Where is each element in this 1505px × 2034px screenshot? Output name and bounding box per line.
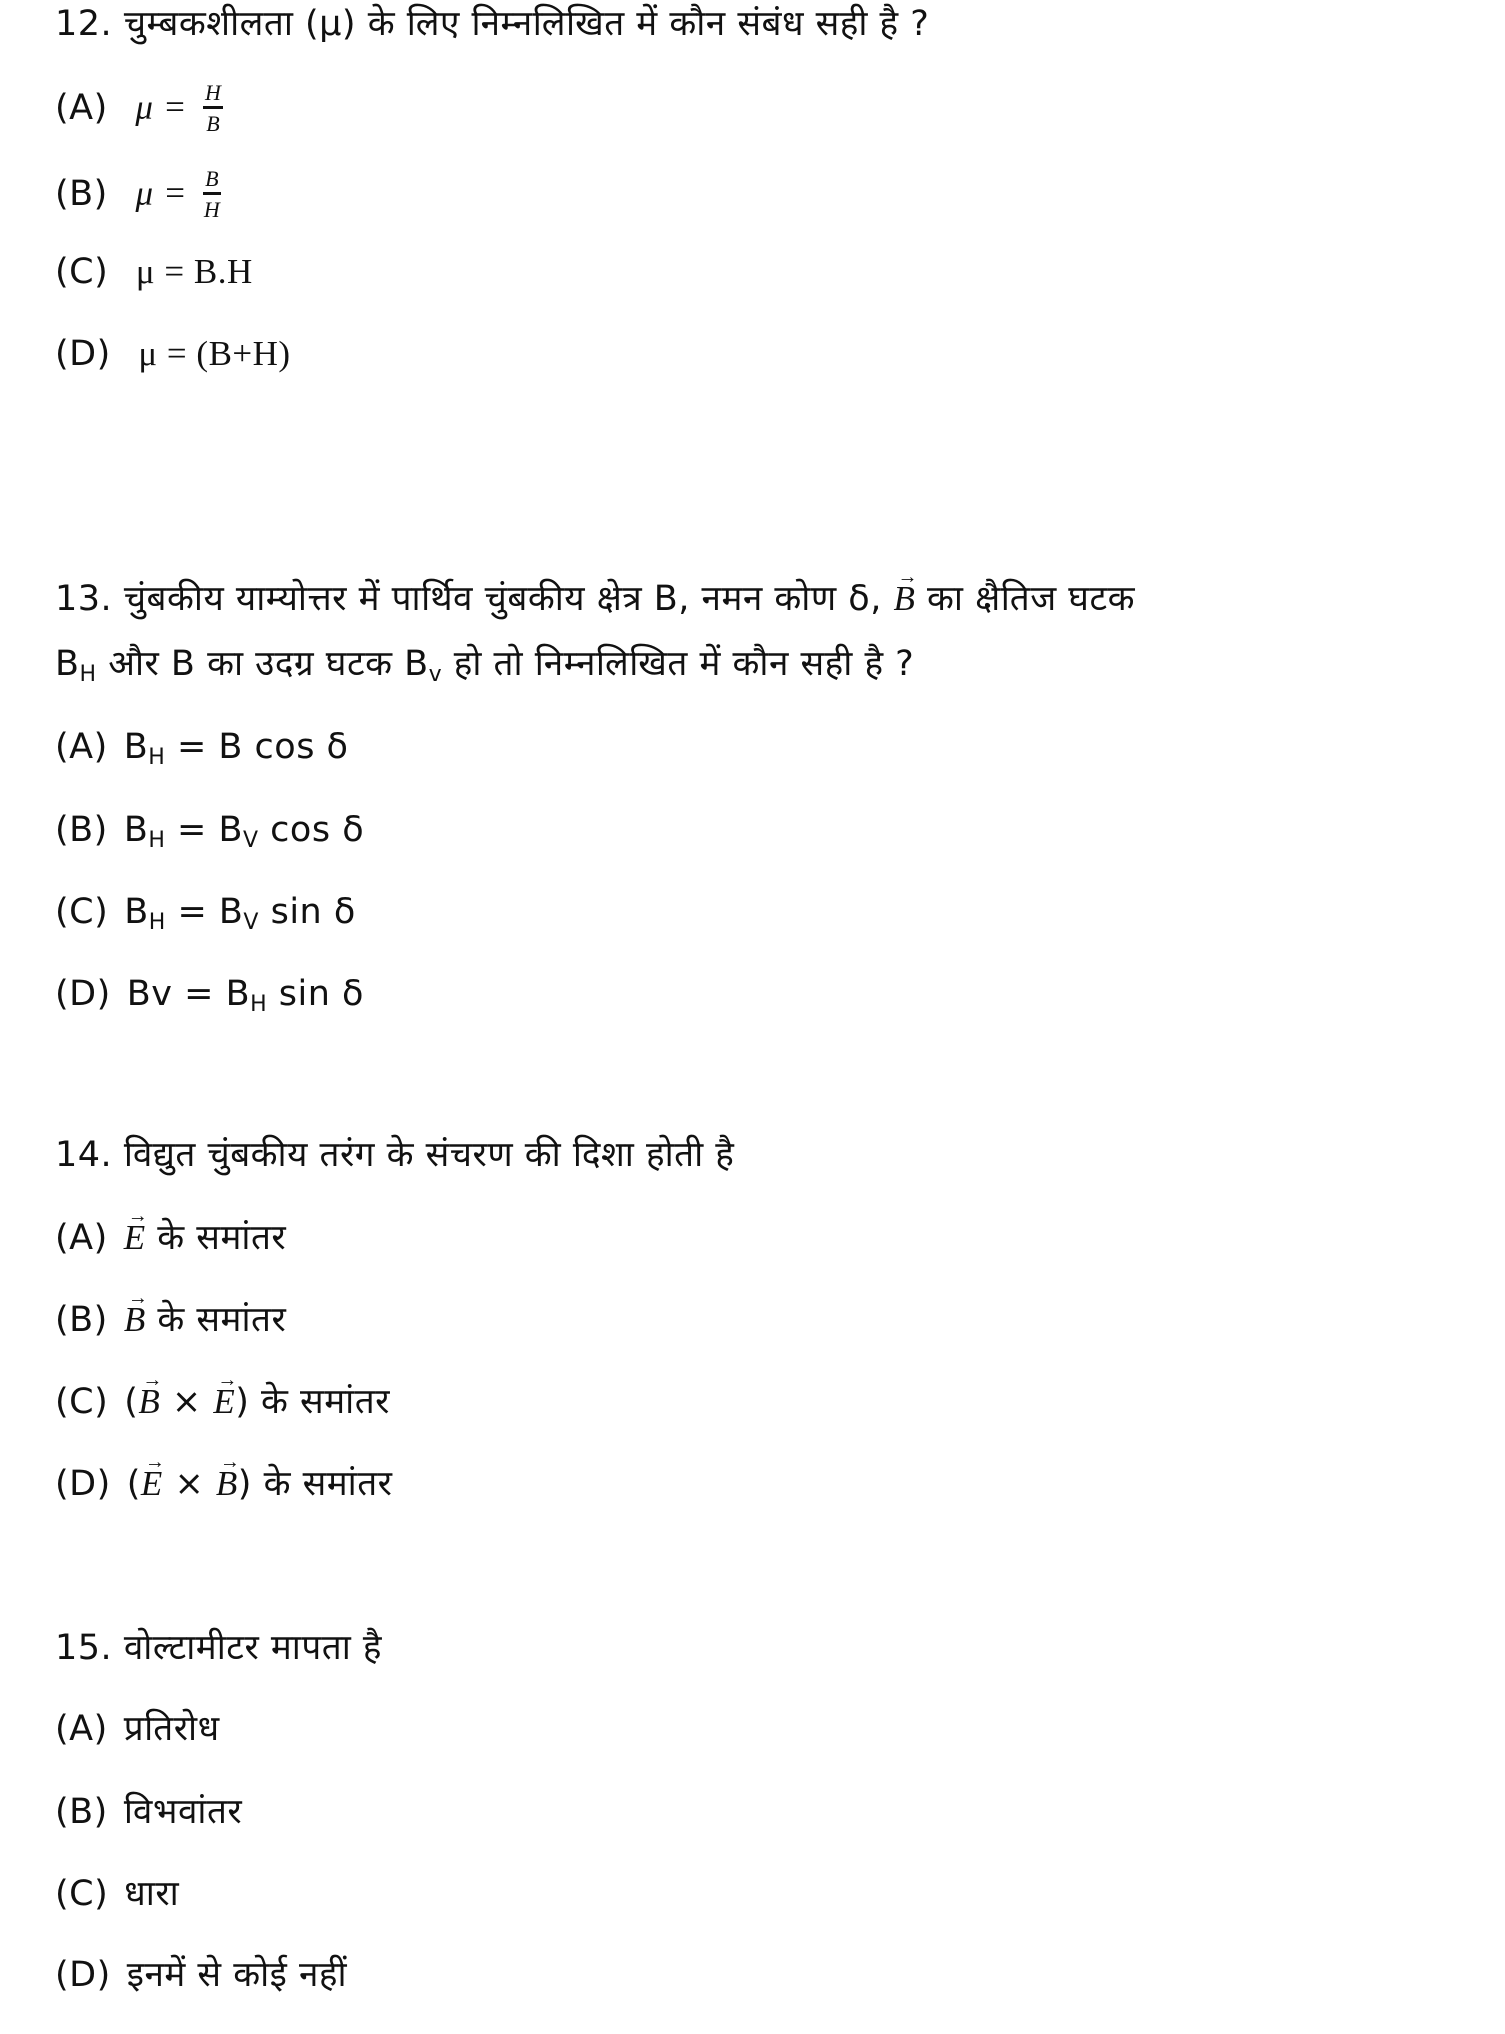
paren: ) (235, 1382, 250, 1422)
option-text: के समांतर (145, 1218, 287, 1258)
option-13-d[interactable] (55, 972, 364, 1027)
option-label: (A) (55, 727, 108, 767)
option-label: (B) (55, 173, 108, 214)
option-15-a[interactable] (55, 1707, 220, 1751)
option-label: (C) (55, 1874, 109, 1914)
option-12-d[interactable] (55, 332, 291, 376)
subscript: H (79, 662, 97, 687)
option-text: इनमें से कोई नहीं (126, 1955, 348, 1995)
question-14 (55, 1133, 734, 1177)
option-12-a[interactable] (55, 82, 223, 135)
option-12-c[interactable] (55, 250, 253, 294)
subscript: V (242, 828, 259, 853)
option-text: sin δ (267, 974, 364, 1014)
option-label: (D) (55, 1955, 111, 1995)
mu-symbol: μ (135, 87, 154, 127)
option-text: धारा (124, 1874, 180, 1914)
subscript: H (148, 828, 166, 853)
option-label: (C) (55, 1382, 109, 1422)
option-text: के समांतर (145, 1300, 287, 1340)
option-13-c[interactable] (55, 890, 356, 945)
option-15-d[interactable] (55, 1953, 347, 1997)
option-label: (B) (55, 810, 108, 850)
question-number: 13. (55, 579, 113, 619)
option-label: (B) (55, 1300, 108, 1340)
option-text: विभवांतर (123, 1792, 243, 1832)
question-13-line2 (55, 642, 914, 697)
subscript: H (250, 992, 268, 1017)
option-text: के समांतर (249, 1382, 390, 1422)
vector-b: → B (894, 577, 916, 621)
option-text: = B (172, 974, 251, 1014)
bh-symbol: B (55, 644, 80, 684)
subscript: v (428, 662, 443, 687)
question-number: 15. (55, 1628, 113, 1668)
mu-symbol: μ (135, 173, 154, 213)
denominator: H (203, 197, 221, 222)
option-text: μ = (B+H) (138, 334, 291, 373)
question-text: चुंबकीय याम्योत्तर में पार्थिव चुंबकीय क्षेत्र B, नमन कोण δ, (123, 579, 882, 619)
option-label: (C) (55, 892, 109, 932)
option-label: (A) (55, 1709, 108, 1749)
option-15-c[interactable] (55, 1872, 179, 1916)
question-number: 14. (55, 1135, 113, 1175)
question-12 (55, 2, 929, 46)
option-text: cos δ (258, 810, 365, 850)
question-number: 12. (55, 4, 113, 44)
subscript: H (148, 745, 166, 770)
question-13 (55, 577, 1135, 621)
paren: ( (124, 1382, 139, 1422)
question-text: चुम्बकशीलता (μ) के लिए निम्नलिखित में कौन संबंध सही है ? (123, 4, 930, 44)
numerator: B (203, 168, 221, 195)
option-text: B (123, 810, 149, 850)
subscript: V (243, 910, 259, 935)
option-label: (D) (55, 974, 111, 1014)
vector-b: → B (216, 1462, 238, 1506)
paren: ( (126, 1464, 141, 1504)
subscript: H (148, 910, 166, 935)
option-text: = B (165, 892, 244, 932)
equals: = (165, 87, 186, 127)
option-label: (A) (55, 87, 108, 128)
fraction (203, 168, 221, 221)
option-14-c[interactable] (55, 1380, 390, 1424)
question-15 (55, 1626, 382, 1670)
option-text: sin δ (258, 892, 356, 932)
option-15-b[interactable] (55, 1790, 242, 1834)
option-14-a[interactable] (55, 1216, 286, 1260)
option-text: = B cos δ (165, 727, 349, 767)
option-13-a[interactable] (55, 725, 348, 780)
vector-b: → B (124, 1298, 146, 1342)
question-text: और B का उदग्र घटक B (96, 644, 429, 684)
question-text: विद्युत चुंबकीय तरंग के संचरण की दिशा होती है (123, 1135, 735, 1175)
vector-b: → B (138, 1380, 160, 1424)
option-14-d[interactable] (55, 1462, 393, 1506)
question-text: हो तो निम्नलिखित में कौन सही है ? (442, 644, 915, 684)
question-text: वोल्टामीटर मापता है (123, 1628, 382, 1668)
cross-symbol: × (160, 1382, 214, 1422)
option-text: B (124, 892, 149, 932)
option-text: Bv (126, 974, 173, 1014)
option-13-b[interactable] (55, 808, 364, 863)
vector-e: → E (124, 1216, 146, 1260)
vector-e: → E (213, 1380, 235, 1424)
option-label: (B) (55, 1792, 108, 1832)
option-label: (D) (55, 334, 111, 374)
numerator: H (203, 82, 223, 109)
vector-e: → E (141, 1462, 163, 1506)
option-12-b[interactable] (55, 168, 221, 221)
denominator: B (206, 111, 221, 136)
fraction (203, 82, 223, 135)
option-text: μ = B.H (135, 252, 253, 291)
question-text-end: का क्षैतिज घटक (927, 579, 1136, 619)
option-label: (A) (55, 1218, 108, 1258)
option-text: प्रतिरोध (123, 1709, 220, 1749)
option-14-b[interactable] (55, 1298, 286, 1342)
option-text: B (123, 727, 149, 767)
option-label: (C) (55, 252, 109, 292)
paren: ) (237, 1464, 252, 1504)
option-text: = B (165, 810, 243, 850)
option-label: (D) (55, 1464, 111, 1504)
cross-symbol: × (162, 1464, 216, 1504)
equals: = (165, 173, 186, 213)
option-text: के समांतर (251, 1464, 393, 1504)
